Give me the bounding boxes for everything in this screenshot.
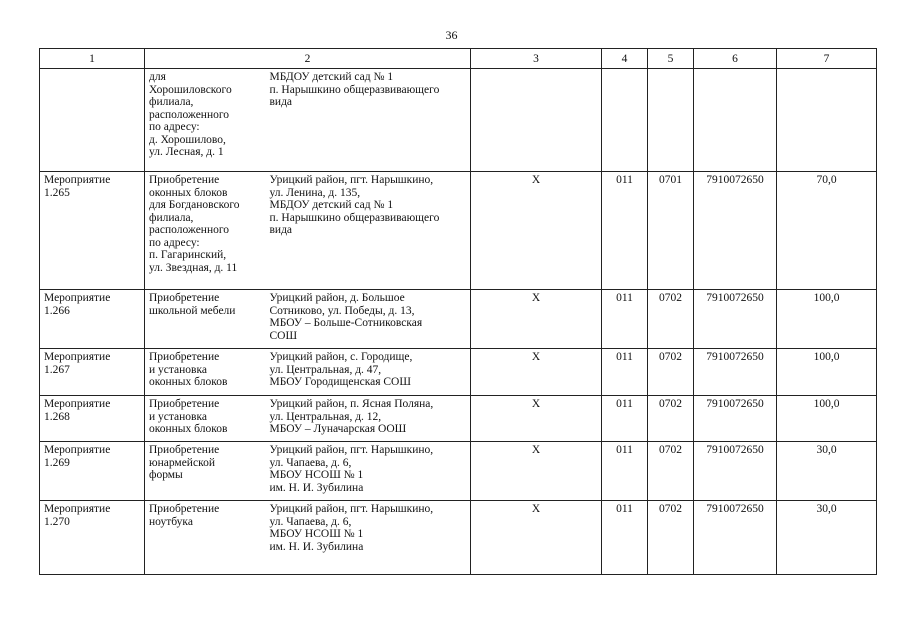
- address-cell-line: Урицкий район, пгт. Нарышкино,: [269, 444, 434, 456]
- address-cell-line: ул. Центральная, д. 47,: [269, 363, 382, 376]
- header-row: [40, 49, 877, 69]
- name-cell: [145, 442, 266, 501]
- col7-cell: [777, 69, 877, 172]
- address-cell: [266, 349, 471, 396]
- header-col-5: 5: [648, 49, 694, 69]
- address-cell-line: МБОУ – Луначарская ООШ: [269, 423, 407, 435]
- name-cell-line: филиала,: [149, 211, 194, 224]
- name-cell: [145, 396, 266, 442]
- col5-cell: 0702: [648, 349, 694, 396]
- address-cell-line: ул. Чапаева, д. 6,: [269, 456, 352, 469]
- budget-table: [39, 48, 877, 575]
- address-cell-line: им. Н. И. Зубилина: [269, 481, 364, 494]
- col3-cell: Х: [471, 290, 602, 349]
- col4-cell: 011: [602, 349, 648, 396]
- address-cell-line: Урицкий район, пгт. Нарышкино,: [269, 503, 434, 515]
- name-cell-line: Хорошиловского: [149, 83, 232, 96]
- name-cell-line: Приобретение: [149, 444, 220, 456]
- address-cell-line: вида: [269, 224, 293, 236]
- col6-cell: [694, 69, 777, 172]
- name-cell: [145, 290, 266, 349]
- header-col-7: 7: [777, 49, 877, 69]
- event-cell: [40, 396, 145, 442]
- col7-cell: 100,0: [777, 396, 877, 442]
- address-cell-line: ул. Чапаева, д. 6,: [269, 515, 352, 528]
- address-cell: [266, 290, 471, 349]
- col7-cell: 100,0: [777, 290, 877, 349]
- col7-cell: 70,0: [777, 172, 877, 290]
- name-cell-line: филиала,: [149, 96, 194, 108]
- col4-cell: [602, 69, 648, 172]
- event-cell-line: 1.265: [44, 186, 70, 199]
- header-col-6: 6: [694, 49, 777, 69]
- col4-cell: 011: [602, 172, 648, 290]
- address-cell: [266, 69, 471, 172]
- name-cell-line: и установка: [149, 410, 208, 423]
- col5-cell: 0702: [648, 396, 694, 442]
- name-cell-line: юнармейской: [149, 456, 215, 469]
- address-cell-line: Урицкий район, пгт. Нарышкино,: [269, 174, 434, 186]
- address-cell-line: СОШ: [269, 329, 298, 342]
- address-cell-line: Урицкий район, д. Большое: [269, 292, 405, 304]
- col5-cell: 0702: [648, 290, 694, 349]
- col6-cell: 7910072650: [694, 442, 777, 501]
- header-col-4: 4: [602, 49, 648, 69]
- event-cell-line: Мероприятие: [44, 292, 111, 304]
- event-cell: [40, 501, 145, 575]
- event-cell: [40, 69, 145, 172]
- name-cell-line: для: [149, 71, 166, 83]
- name-cell-line: и установка: [149, 363, 208, 376]
- name-cell-line: ноутбука: [149, 515, 193, 528]
- table-row: [40, 396, 877, 442]
- address-cell-line: Урицкий район, п. Ясная Поляна,: [269, 398, 434, 410]
- name-cell: [145, 349, 266, 396]
- name-cell-line: д. Хорошилово,: [149, 133, 226, 146]
- event-cell-line: 1.268: [44, 410, 70, 423]
- address-cell: [266, 442, 471, 501]
- table-row: [40, 69, 877, 172]
- address-cell-line: п. Нарышкино общеразвивающего: [269, 211, 440, 224]
- header-col-3: 3: [471, 49, 602, 69]
- event-cell-line: 1.269: [44, 456, 70, 469]
- name-cell-line: ул. Лесная, д. 1: [149, 146, 224, 158]
- event-cell-line: Мероприятие: [44, 351, 111, 363]
- address-cell-line: МБОУ Городищенская СОШ: [269, 376, 411, 388]
- table-row: [40, 172, 877, 290]
- event-cell: [40, 349, 145, 396]
- address-cell-line: п. Нарышкино общеразвивающего: [269, 83, 440, 96]
- address-cell-line: МБДОУ детский сад № 1: [269, 199, 394, 211]
- col6-cell: 7910072650: [694, 172, 777, 290]
- col5-cell: 0702: [648, 501, 694, 575]
- col4-cell: 011: [602, 290, 648, 349]
- event-cell-line: Мероприятие: [44, 444, 111, 456]
- col5-cell: [648, 69, 694, 172]
- event-cell: [40, 172, 145, 290]
- event-cell-line: Мероприятие: [44, 398, 111, 410]
- name-cell-line: оконных блоков: [149, 186, 228, 199]
- table-row: [40, 290, 877, 349]
- address-cell-line: МБОУ НСОШ № 1: [269, 528, 364, 540]
- col3-cell: Х: [471, 442, 602, 501]
- col4-cell: 011: [602, 396, 648, 442]
- col3-cell: Х: [471, 501, 602, 575]
- address-cell-line: МБОУ НСОШ № 1: [269, 469, 364, 481]
- col7-cell: 100,0: [777, 349, 877, 396]
- address-cell-line: ул. Центральная, д. 12,: [269, 410, 382, 423]
- name-cell-line: расположенного: [149, 224, 230, 236]
- name-cell: [145, 501, 266, 575]
- page-number: 36: [445, 28, 458, 42]
- col6-cell: 7910072650: [694, 501, 777, 575]
- name-cell-line: по адресу:: [149, 121, 200, 133]
- name-cell-line: по адресу:: [149, 236, 200, 249]
- name-cell-line: п. Гагаринский,: [149, 249, 227, 261]
- name-cell-line: для Богдановского: [149, 199, 240, 211]
- address-cell-line: Урицкий район, с. Городище,: [269, 351, 413, 363]
- col4-cell: 011: [602, 501, 648, 575]
- name-cell: [145, 172, 266, 290]
- name-cell-line: Приобретение: [149, 174, 220, 186]
- address-cell: [266, 172, 471, 290]
- col4-cell: 011: [602, 442, 648, 501]
- header-col-1: 1: [40, 49, 145, 69]
- name-cell-line: Приобретение: [149, 503, 220, 515]
- col5-cell: 0702: [648, 442, 694, 501]
- table-row: [40, 442, 877, 501]
- col3-cell: Х: [471, 349, 602, 396]
- event-cell-line: Мероприятие: [44, 174, 111, 186]
- table-row: [40, 349, 877, 396]
- address-cell-line: МБОУ – Больше-Сотниковская: [269, 317, 423, 329]
- event-cell: [40, 442, 145, 501]
- address-cell-line: им. Н. И. Зубилина: [269, 540, 364, 553]
- col3-cell: Х: [471, 172, 602, 290]
- name-cell-line: Приобретение: [149, 351, 220, 363]
- address-cell: [266, 396, 471, 442]
- name-cell-line: Приобретение: [149, 292, 220, 304]
- address-cell: [266, 501, 471, 575]
- address-cell-line: вида: [269, 96, 293, 108]
- event-cell: [40, 290, 145, 349]
- address-cell-line: ул. Ленина, д. 135,: [269, 186, 361, 199]
- name-cell-line: оконных блоков: [149, 423, 228, 435]
- event-cell-line: 1.270: [44, 515, 70, 528]
- col7-cell: 30,0: [777, 442, 877, 501]
- name-cell-line: формы: [149, 469, 183, 481]
- address-cell-line: МБДОУ детский сад № 1: [269, 71, 394, 83]
- address-cell-line: Сотниково, ул. Победы, д. 13,: [269, 304, 415, 317]
- name-cell: [145, 69, 266, 172]
- col3-cell: [471, 69, 602, 172]
- col3-cell: Х: [471, 396, 602, 442]
- name-cell-line: расположенного: [149, 108, 230, 121]
- name-cell-line: оконных блоков: [149, 376, 228, 388]
- name-cell-line: ул. Звездная, д. 11: [149, 261, 238, 274]
- event-cell-line: 1.267: [44, 363, 70, 376]
- event-cell-line: 1.266: [44, 304, 70, 317]
- col5-cell: 0701: [648, 172, 694, 290]
- col6-cell: 7910072650: [694, 349, 777, 396]
- table-body: [40, 69, 877, 575]
- header-col-2: 2: [145, 49, 471, 69]
- table-row: [40, 501, 877, 575]
- col7-cell: 30,0: [777, 501, 877, 575]
- col6-cell: 7910072650: [694, 290, 777, 349]
- col6-cell: 7910072650: [694, 396, 777, 442]
- event-cell-line: Мероприятие: [44, 503, 111, 515]
- name-cell-line: Приобретение: [149, 398, 220, 410]
- name-cell-line: школьной мебели: [149, 304, 236, 317]
